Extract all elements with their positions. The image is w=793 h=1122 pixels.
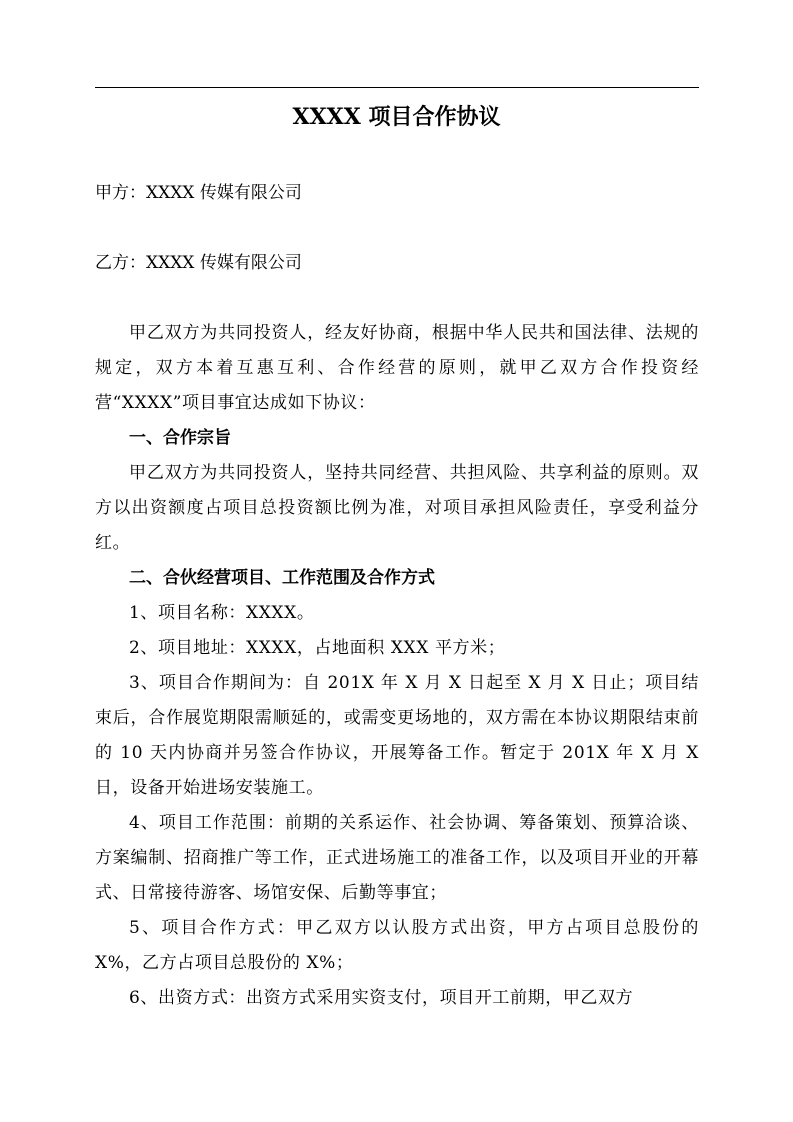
header-rule xyxy=(95,87,699,88)
item-5: 5、项目合作方式：甲乙双方以认股方式出资，甲方占项目总股份的 X%，乙方占项目总股份的 X%； xyxy=(95,918,699,973)
party-b: 乙方：XXXX 传媒有限公司 xyxy=(95,253,302,273)
item-4: 4、项目工作范围：前期的关系运作、社会协调、筹备策划、预算洽谈、方案编制、招商推广等工作，正式进场施工的准备工作，以及项目开业的开幕式、日常接待游客、场馆安保、后勤等事宜； xyxy=(95,813,699,903)
item-3: 3、项目合作期间为：自 201X 年 X 月 X 日起至 X 月 X 日止；项目结束后，合作展览期限需顺延的，或需变更场地的，双方需在本协议期限结束前的 10 天内协商并另签合作协议，开展筹备工作。暂定于 201X 年 X 月 X 日，设备开始进场安装施工。 xyxy=(95,673,699,798)
section-1-paragraph: 甲乙双方为共同投资人，坚持共同经营、共担风险、共享利益的原则。双方以出资额度占项目总投资额比例为准，对项目承担风险责任，享受利益分红。 xyxy=(95,463,699,553)
section-2-heading: 二、合伙经营项目、工作范围及合作方式 xyxy=(129,568,435,588)
document-title: XXXX 项目合作协议 xyxy=(292,104,501,130)
intro-paragraph: 甲乙双方为共同投资人，经友好协商，根据中华人民共和国法律、法规的规定，双方本着互惠互利、合作经营的原则，就甲乙双方合作投资经营“XXXX”项目事宜达成如下协议： xyxy=(95,323,699,413)
party-a: 甲方：XXXX 传媒有限公司 xyxy=(95,183,302,203)
item-2: 2、项目地址：XXXX，占地面积 XXX 平方米； xyxy=(129,638,506,658)
agreement-body xyxy=(95,316,699,1016)
section-1-heading: 一、合作宗旨 xyxy=(129,428,231,448)
item-6: 6、出资方式：出资方式采用实资支付，项目开工前期，甲乙双方 xyxy=(129,988,634,1008)
item-1: 1、项目名称：XXXX。 xyxy=(129,603,315,623)
